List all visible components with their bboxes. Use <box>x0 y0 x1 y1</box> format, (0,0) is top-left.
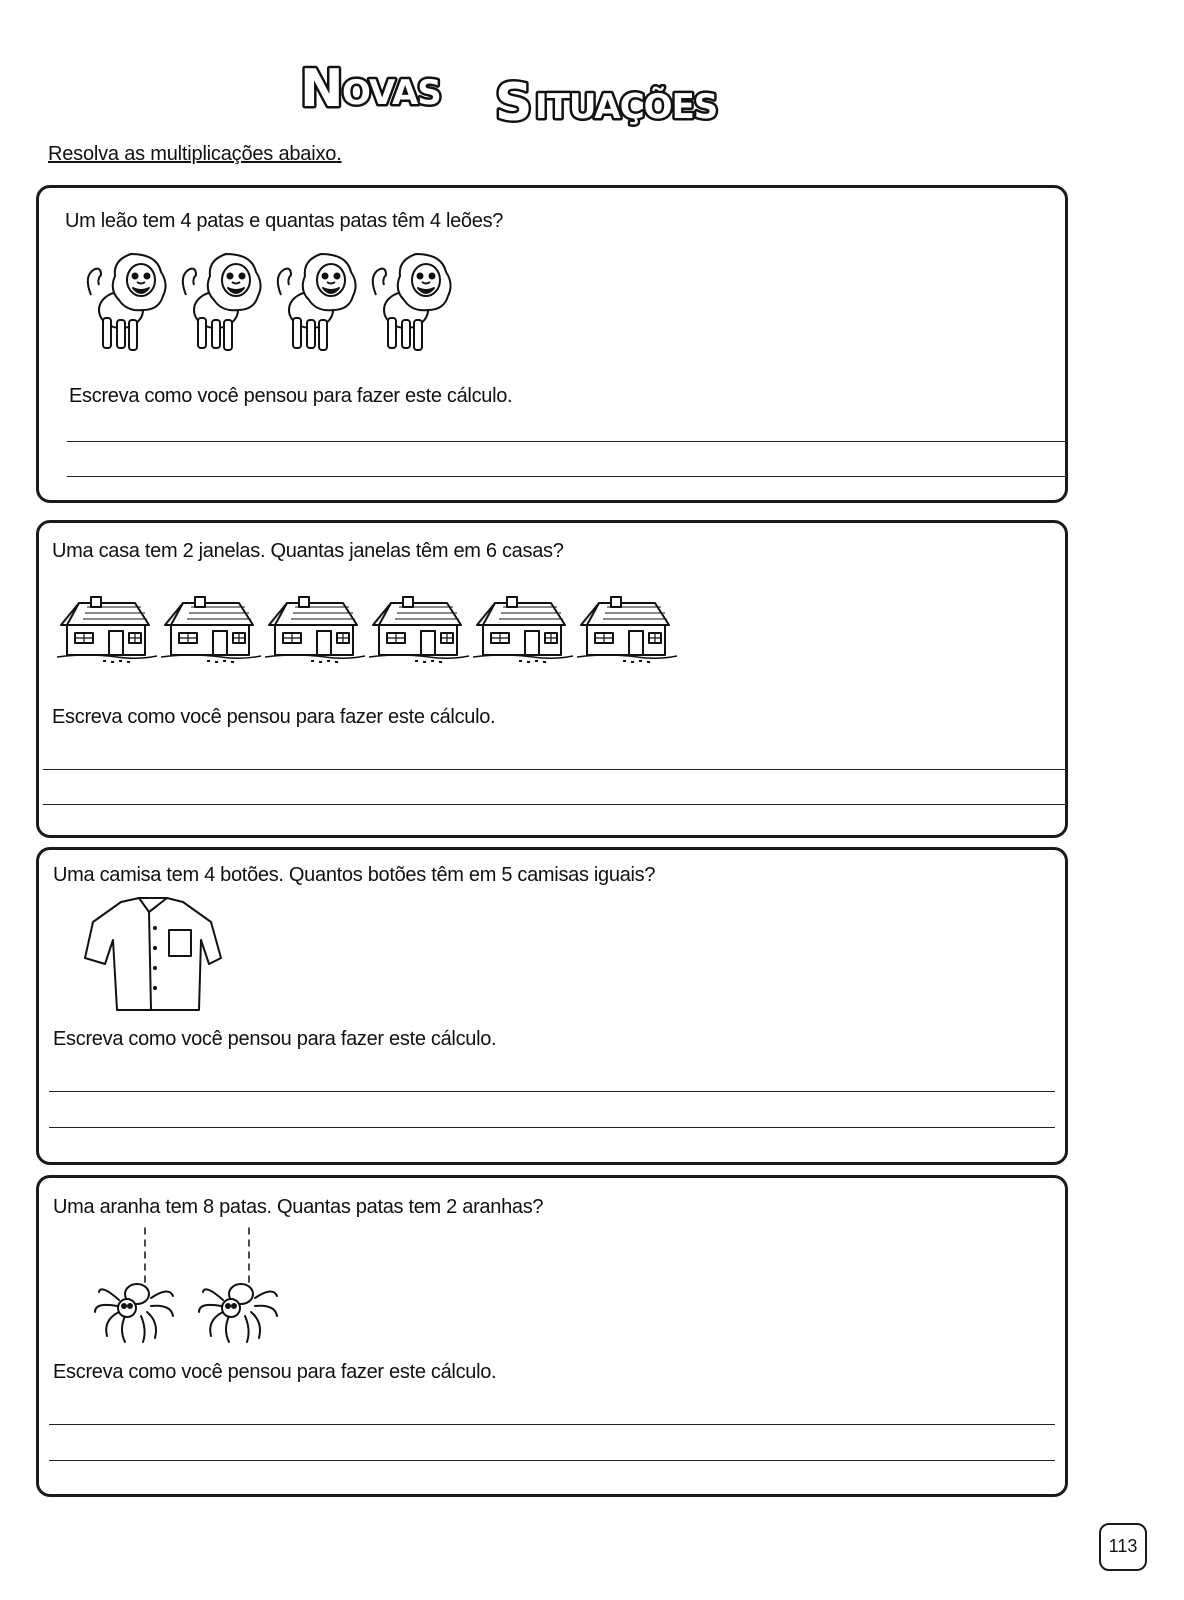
reasoning-prompt: Escreva como você pensou para fazer este cálculo. <box>53 1028 497 1050</box>
problem-question: Uma camisa tem 4 botões. Quantos botões têm em 5 camisas iguais? <box>53 864 656 886</box>
problem-card-spiders <box>36 1175 1068 1497</box>
lion-illustrations <box>83 250 483 360</box>
problem-question: Uma aranha tem 8 patas. Quantas patas tem 2 aranhas? <box>53 1196 544 1218</box>
answer-line[interactable] <box>67 476 1067 477</box>
svg-text:N: N <box>300 59 343 119</box>
problem-card-lions <box>36 185 1068 503</box>
page-title <box>290 48 830 148</box>
reasoning-prompt: Escreva como você pensou para fazer este cálculo. <box>53 1361 497 1383</box>
house-illustrations <box>57 597 697 667</box>
answer-line[interactable] <box>49 1127 1055 1128</box>
answer-line[interactable] <box>49 1460 1055 1461</box>
problem-question: Um leão tem 4 patas e quantas patas têm 4 leões? <box>65 210 504 232</box>
instruction-text: Resolva as multiplicações abaixo. <box>48 143 342 165</box>
answer-line[interactable] <box>49 1424 1055 1425</box>
answer-line[interactable] <box>67 441 1067 442</box>
svg-text:Novas Situações: Novas Situações <box>290 48 298 49</box>
answer-line[interactable] <box>43 804 1067 805</box>
problem-card-shirt <box>36 847 1068 1165</box>
spider-illustrations <box>93 1228 293 1348</box>
problem-card-houses <box>36 520 1068 838</box>
svg-text:OVAS: OVAS <box>342 73 441 113</box>
reasoning-prompt: Escreva como você pensou para fazer este cálculo. <box>52 706 496 728</box>
page-number: 113 <box>1099 1523 1147 1571</box>
svg-text:S: S <box>495 73 533 133</box>
answer-line[interactable] <box>49 1091 1055 1092</box>
answer-line[interactable] <box>43 769 1067 770</box>
svg-text:ITUAÇÕES: ITUAÇÕES <box>535 87 718 127</box>
problem-question: Uma casa tem 2 janelas. Quantas janelas têm em 6 casas? <box>52 540 564 562</box>
reasoning-prompt: Escreva como você pensou para fazer este cálculo. <box>69 385 513 407</box>
shirt-icon <box>83 892 223 1017</box>
